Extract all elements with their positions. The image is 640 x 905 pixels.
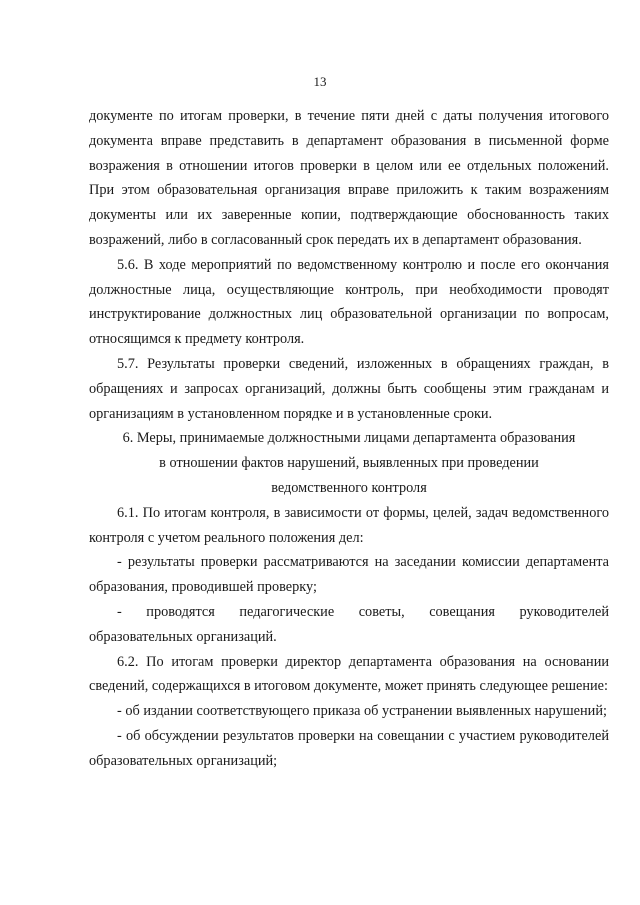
section-heading-line-2: в отношении фактов нарушений, выявленных при проведении	[159, 455, 539, 472]
paragraph-continuation: документе по итогам проверки, в течение пяти дней с даты получения итогового документа вправе представить в департамент образования в письменной форме возражения в отношении итогов проверки в целом или ее отдельных положений. При этом образовательная организация вправе приложить к таким возражениям документы или их заверенные копии, подтверждающие обоснованность таких возражений, либо в согласованный срок передать их в департамент образования.	[89, 108, 609, 248]
list-item-meeting: - об обсуждении результатов проверки на совещании с участием руководителей образовательных организаций;	[89, 727, 609, 769]
document-body	[89, 104, 609, 774]
list-item-councils: - проводятся педагогические советы, совещания руководителей образовательных организаций.	[89, 603, 609, 645]
list-item-commission: - результаты проверки рассматриваются на заседании комиссии департамента образования, проводившей проверку;	[89, 554, 609, 596]
page-number: 13	[313, 74, 327, 89]
paragraph-6-1: 6.1. По итогам контроля, в зависимости от формы, целей, задач ведомственного контроля с учетом реального положения дел:	[89, 504, 609, 546]
list-item-order: - об издании соответствующего приказа об устранении выявленных нарушений;	[117, 703, 607, 720]
section-heading-line-3: ведомственного контроля	[271, 479, 427, 496]
section-heading-line-1: 6. Меры, принимаемые должностными лицами департамента образования	[122, 430, 576, 447]
paragraph-6-2: 6.2. По итогам проверки директор департамента образования на основании сведений, содержащихся в итоговом документе, может принять следующее решение:	[89, 653, 609, 695]
paragraph-5-7: 5.7. Результаты проверки сведений, изложенных в обращениях граждан, в обращениях и запросах организаций, должны быть сообщены этим гражданам и организациям в установленном порядке и в установленные сроки.	[89, 355, 609, 422]
paragraph-5-6: 5.6. В ходе мероприятий по ведомственному контролю и после его окончания должностные лица, осуществляющие контроль, при необходимости проводят инструктирование должностных лиц образовательной организации по вопросам, относящимся к предмету контроля.	[89, 256, 609, 348]
